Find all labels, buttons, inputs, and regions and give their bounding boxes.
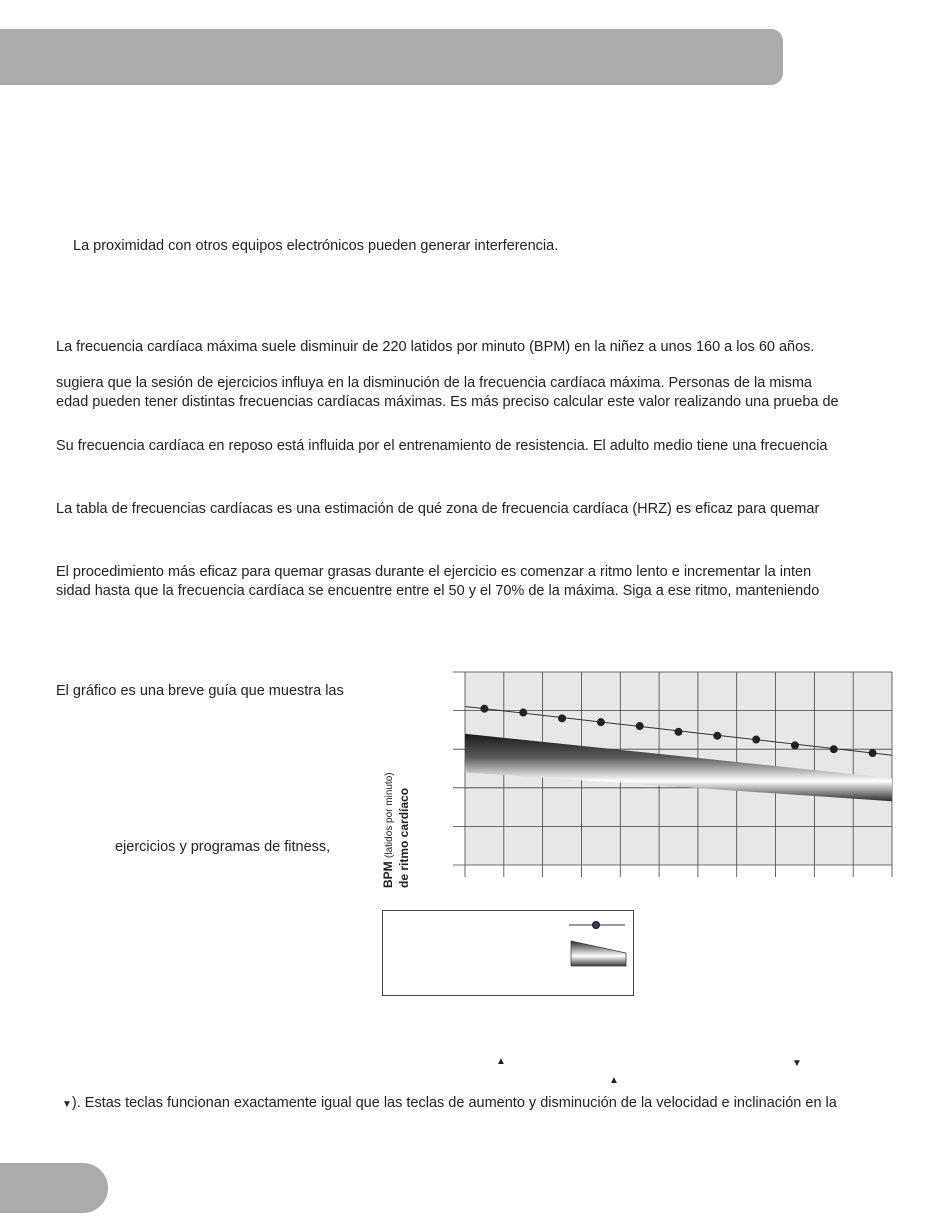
data-point bbox=[791, 741, 799, 749]
data-point bbox=[636, 722, 644, 730]
legend-dot-swatch bbox=[593, 922, 600, 929]
data-point bbox=[830, 745, 838, 753]
down-arrow-icon: ▼ bbox=[62, 1099, 72, 1110]
paragraph-line: ▼). Estas teclas funcionan exactamente igual que las teclas de aumento y disminución de la velocidad e inclinación en la bbox=[62, 1095, 837, 1111]
legend-svg bbox=[383, 911, 633, 995]
chart-svg bbox=[465, 672, 892, 865]
paragraph-line: La proximidad con otros equipos electrónicos pueden generar interferencia. bbox=[73, 238, 559, 254]
up-arrow-icon: ▲ bbox=[609, 1075, 619, 1086]
data-point bbox=[480, 705, 488, 713]
y-axis-label: BPM (latidos por minuto) de ritmo cardíaco bbox=[381, 772, 411, 888]
paragraph-line: sidad hasta que la frecuencia cardíaca se encuentre entre el 50 y el 70% de la máxima. Siga a ese ritmo, manteniendo bbox=[56, 583, 820, 599]
down-arrow-icon: ▼ bbox=[792, 1058, 802, 1069]
data-point bbox=[675, 728, 683, 736]
data-point bbox=[713, 732, 721, 740]
paragraph-line: Su frecuencia cardíaca en reposo está influida por el entrenamiento de resistencia. El adulto medio tiene una frecuencia bbox=[56, 438, 828, 454]
legend-band-swatch bbox=[571, 941, 626, 966]
paragraph-line: sugiera que la sesión de ejercicios influya en la disminución de la frecuencia cardíaca máxima. Personas de la misma bbox=[56, 375, 812, 391]
paragraph-line: La tabla de frecuencias cardíacas es una estimación de qué zona de frecuencia cardíaca (HRZ) es eficaz para quemar bbox=[56, 501, 820, 517]
up-arrow-icon: ▲ bbox=[496, 1056, 506, 1067]
page-tab bbox=[0, 1163, 108, 1213]
paragraph-line: El procedimiento más eficaz para quemar grasas durante el ejercicio es comenzar a ritmo lento e incrementar la inten bbox=[56, 564, 812, 580]
heart-rate-chart bbox=[465, 672, 892, 865]
data-point bbox=[597, 718, 605, 726]
paragraph-line: La frecuencia cardíaca máxima suele disminuir de 220 latidos por minuto (BPM) en la niñez a unos 160 a los 60 años. bbox=[56, 339, 815, 355]
paragraph-line: ejercicios y programas de fitness, bbox=[115, 839, 331, 855]
data-point bbox=[752, 736, 760, 744]
data-point bbox=[869, 749, 877, 757]
paragraph-line: edad pueden tener distintas frecuencias cardíacas máximas. Es más preciso calcular este valor realizando una prueba de bbox=[56, 394, 839, 410]
data-point bbox=[519, 709, 527, 717]
chart-legend bbox=[382, 910, 634, 996]
paragraph-line: El gráfico es una breve guía que muestra las bbox=[56, 683, 344, 699]
data-point bbox=[558, 714, 566, 722]
header-bar bbox=[0, 29, 783, 85]
target-zone-band bbox=[465, 734, 892, 802]
